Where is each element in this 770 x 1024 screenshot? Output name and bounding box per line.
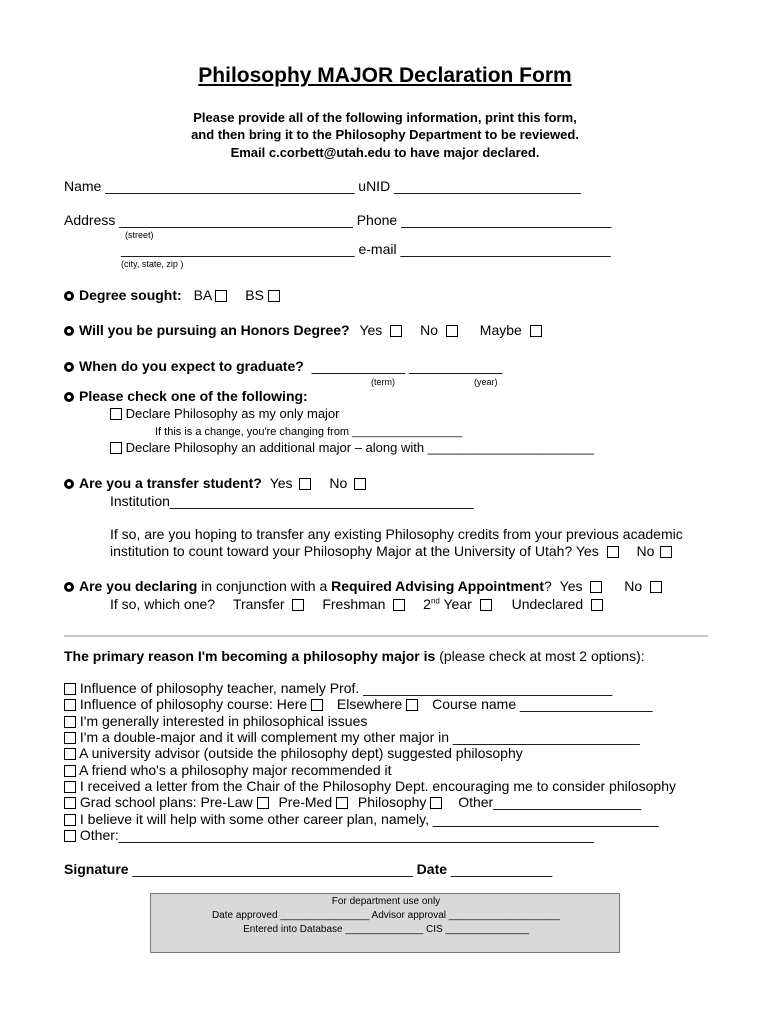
reason-other-field[interactable]: Other:_____________________________________________________________	[79, 827, 594, 843]
transfer-row	[64, 475, 366, 491]
advising-transfer-label: Transfer	[232, 596, 285, 612]
bullet-icon	[64, 291, 74, 301]
check-one-heading	[64, 388, 308, 404]
advising-freshman-checkbox[interactable]	[393, 599, 405, 611]
advising-label-bold-1: Are you declaring	[79, 578, 198, 594]
intro-line-2: and then bring it to the Philosophy Department to be reviewed.	[191, 127, 579, 142]
honors-maybe-checkbox[interactable]	[530, 325, 542, 337]
pre-law-checkbox[interactable]	[257, 797, 269, 809]
database-row: Entered into Database ______________ CIS _______________	[243, 924, 529, 935]
only-major-checkbox[interactable]	[110, 408, 122, 420]
reason-letter-label: I received a letter from the Chair of the Philosophy Dept. encouraging me to consider philosophy	[79, 778, 676, 794]
advising-label-mid: in conjunction with a	[197, 578, 332, 594]
reason-teacher-label: Influence of philosophy teacher, namely Prof. ________________________________	[79, 680, 613, 696]
advising-type-row	[110, 596, 603, 612]
course-name-field[interactable]: Course name _________________	[432, 696, 653, 712]
credits-no-label: No	[636, 543, 655, 559]
name-unid-field[interactable]: Name ________________________________ uNID ________________________	[64, 178, 581, 194]
bullet-icon	[64, 582, 74, 592]
advising-label-bold-2: Required Advising Appointment	[331, 578, 544, 594]
reason-double-major-checkbox[interactable]	[64, 732, 76, 744]
additional-major-checkbox[interactable]	[110, 442, 122, 454]
advising-freshman-label: Freshman	[322, 596, 386, 612]
street-caption: (street)	[125, 230, 154, 240]
department-use-heading: For department use only	[331, 896, 441, 907]
degree-label: Degree sought:	[79, 287, 182, 303]
advising-no-checkbox[interactable]	[650, 581, 662, 593]
reason-double-major	[64, 729, 640, 745]
year-caption: (year)	[474, 377, 498, 387]
philosophy-grad-label: Philosophy	[357, 794, 427, 810]
only-major-label: Declare Philosophy as my only major	[125, 406, 340, 421]
ba-label: BA	[193, 287, 212, 303]
graduate-row	[64, 358, 502, 374]
transfer-yes-checkbox[interactable]	[299, 478, 311, 490]
advising-label-q: ?	[543, 578, 552, 594]
advising-which-label: If so, which one?	[110, 596, 216, 612]
intro-line-3: Email c.corbett@utah.edu to have major declared.	[230, 145, 540, 160]
approval-row: Date approved ________________ Advisor approval ____________________	[211, 910, 561, 921]
additional-major-option	[110, 440, 594, 455]
transfer-yes-label: Yes	[269, 475, 293, 491]
advising-undeclared-label: Undeclared	[511, 596, 584, 612]
transfer-credits-row	[110, 543, 672, 559]
institution-field[interactable]: Institution_______________________________________	[110, 493, 474, 509]
advising-row	[64, 578, 662, 594]
date-field[interactable]: _____________	[450, 861, 553, 877]
graduate-term-year-field[interactable]: ____________ ____________	[311, 358, 503, 374]
check-one-label: Please check one of the following:	[79, 388, 308, 404]
honors-no-label: No	[420, 322, 438, 338]
transfer-no-checkbox[interactable]	[354, 478, 366, 490]
reason-career	[64, 811, 659, 827]
bullet-icon	[64, 479, 74, 489]
degree-row	[64, 287, 280, 303]
course-elsewhere-label: Elsewhere	[336, 696, 403, 712]
intro-line-1: Please provide all of the following information, print this form,	[193, 110, 577, 125]
reason-career-label: I believe it will help with some other career plan, namely, _____________________________	[79, 811, 659, 827]
credits-yes-checkbox[interactable]	[607, 546, 619, 558]
date-label: Date	[416, 861, 448, 877]
additional-major-label: Declare Philosophy an additional major – along with _______________________	[125, 440, 594, 455]
honors-label: Will you be pursuing an Honors Degree?	[79, 322, 350, 338]
reason-grad-school-checkbox[interactable]	[64, 797, 76, 809]
transfer-credits-text-1: If so, are you hoping to transfer any existing Philosophy credits from your previous academic	[110, 526, 683, 542]
bs-label: BS	[245, 287, 264, 303]
reason-teacher	[64, 680, 612, 696]
honors-yes-label: Yes	[359, 322, 383, 338]
reason-letter	[64, 778, 676, 794]
advising-yes-label: Yes	[559, 578, 583, 594]
signature-label: Signature	[64, 861, 129, 877]
form-title: Philosophy MAJOR Declaration Form	[198, 64, 572, 87]
credits-no-checkbox[interactable]	[660, 546, 672, 558]
ba-checkbox[interactable]	[215, 290, 227, 302]
transfer-label: Are you a transfer student?	[79, 475, 262, 491]
reasons-heading	[64, 648, 645, 664]
advising-transfer-checkbox[interactable]	[292, 599, 304, 611]
section-divider	[64, 635, 708, 637]
signature-field[interactable]: ____________________________________	[132, 861, 413, 877]
honors-yes-checkbox[interactable]	[390, 325, 402, 337]
course-elsewhere-checkbox[interactable]	[406, 699, 418, 711]
city-caption: (city, state, zip )	[121, 259, 184, 269]
reason-letter-checkbox[interactable]	[64, 781, 76, 793]
philosophy-grad-checkbox[interactable]	[430, 797, 442, 809]
course-here-checkbox[interactable]	[311, 699, 323, 711]
transfer-no-label: No	[329, 475, 348, 491]
reason-advisor-checkbox[interactable]	[64, 748, 76, 760]
reason-double-major-label: I'm a double-major and it will complement my other major in ________________________	[79, 729, 640, 745]
pre-med-checkbox[interactable]	[336, 797, 348, 809]
advising-undeclared-checkbox[interactable]	[591, 599, 603, 611]
signature-row	[64, 861, 552, 877]
reason-advisor	[64, 745, 523, 761]
bs-checkbox[interactable]	[268, 290, 280, 302]
advising-second-year-label: 2nd Year	[423, 596, 472, 612]
honors-row	[64, 322, 542, 338]
city-email-field[interactable]: ______________________________ e-mail ___________________________	[121, 241, 611, 257]
department-use-box	[150, 893, 620, 953]
transfer-credits-text-2: institution to count toward your Philosophy Major at the University of Utah? Yes	[110, 543, 599, 559]
grad-other-field[interactable]: Other___________________	[458, 794, 642, 810]
reason-career-checkbox[interactable]	[64, 814, 76, 826]
reason-friend	[64, 762, 392, 778]
term-caption: (term)	[371, 377, 395, 387]
honors-maybe-label: Maybe	[479, 322, 522, 338]
reason-interest-label: I'm generally interested in philosophical issues	[79, 713, 368, 729]
reason-interest-checkbox[interactable]	[64, 716, 76, 728]
changing-from-field[interactable]: If this is a change, you're changing from __________________	[155, 426, 463, 438]
reason-course	[64, 696, 652, 712]
advising-second-year-checkbox[interactable]	[480, 599, 492, 611]
bullet-icon	[64, 326, 74, 336]
reason-course-label: Influence of philosophy course: Here	[79, 696, 308, 712]
only-major-option	[110, 406, 340, 421]
reason-teacher-checkbox[interactable]	[64, 683, 76, 695]
address-phone-field[interactable]: Address ______________________________ Phone ___________________________	[64, 212, 612, 228]
bullet-icon	[64, 392, 74, 402]
reason-interest	[64, 713, 367, 729]
reason-grad-school-label: Grad school plans: Pre-Law	[79, 794, 253, 810]
reason-friend-label: A friend who's a philosophy major recommended it	[79, 762, 392, 778]
advising-yes-checkbox[interactable]	[590, 581, 602, 593]
reason-grad-school	[64, 794, 641, 810]
reason-advisor-label: A university advisor (outside the philosophy dept) suggested philosophy	[79, 745, 523, 761]
reason-other	[64, 827, 594, 843]
advising-no-label: No	[624, 578, 643, 594]
pre-med-label: Pre-Med	[278, 794, 333, 810]
reasons-heading-note: (please check at most 2 options):	[435, 648, 645, 664]
reason-course-checkbox[interactable]	[64, 699, 76, 711]
graduate-label: When do you expect to graduate?	[79, 358, 304, 374]
reasons-heading-bold: The primary reason I'm becoming a philosophy major is	[64, 648, 436, 664]
reason-other-checkbox[interactable]	[64, 830, 76, 842]
honors-no-checkbox[interactable]	[446, 325, 458, 337]
bullet-icon	[64, 362, 74, 372]
reason-friend-checkbox[interactable]	[64, 765, 76, 777]
